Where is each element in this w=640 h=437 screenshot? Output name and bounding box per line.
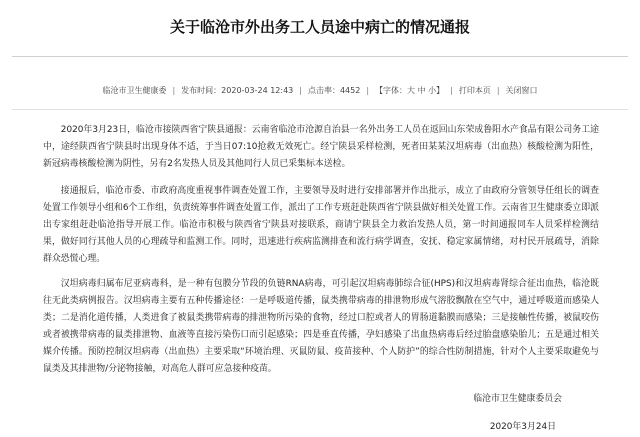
signature: 临沧市卫生健康委员会 xyxy=(473,394,562,404)
font-size-close: 】 xyxy=(436,86,445,95)
meta-published: 发布时间：2020-03-24 12:43 xyxy=(181,86,294,95)
close-window-link[interactable]: 关闭窗口 xyxy=(505,86,538,95)
meta-views: 点击率：4452 xyxy=(307,86,361,95)
font-size-label: 【字体： xyxy=(375,86,408,95)
title-divider xyxy=(12,56,628,57)
notice-date: 2020年3月24日 xyxy=(489,422,556,432)
page-title: 关于临沧市外出务工人员途中病亡的情况通报 xyxy=(169,18,470,36)
print-link[interactable]: 打印本页 xyxy=(458,86,491,95)
paragraph-hantavirus-info: 汉坦病毒归属布尼亚病毒科，是一种有包膜分节段的负链RNA病毒，可引起汉坦病毒肺综合征(HPS)和汉坦病毒肾综合征出血热，临沧既往无此类病例报告。汉坦病毒主要有五种传播途径：一是呼吸道传播，鼠类携带病毒的排泄物形成气溶胶飘散在空气中，通过呼吸道而感染人类；二是消化道传播，人类进食了被鼠类携带病毒的排泄物所污染的食物，经过口腔或者人的胃肠道黏膜而感染；三是接触性传播，被鼠咬伤或者被携带病毒的鼠类排泄物、血液等直接污染伤口而引起感染；四是垂直传播，孕妇感染了出血热病毒后经过胎盘感染胎儿；五是通过相关媒介传播。预防控制汉坦病毒（出血热）主要采取“环境治理、灭鼠防鼠、疫苗接种、个人防护”的综合性防制措施，针对个人主要采取避免与鼠类及其排泄物/分泌物接触，对高危人群可应急接种疫苗。 xyxy=(43,279,599,374)
font-large-link[interactable]: 大 xyxy=(407,86,416,95)
article-meta: 临沧市卫生健康委 | 发布时间：2020-03-24 12:43 | 点击率：4452 | 【字体：大 中 小】 | 打印本页 | 关闭窗口 xyxy=(102,86,538,95)
font-small-link[interactable]: 小 xyxy=(428,86,437,95)
meta-divider xyxy=(12,109,628,110)
font-medium-link[interactable]: 中 xyxy=(417,86,426,95)
paragraph-response: 接通报后，临沧市委、市政府高度重视事件调查处置工作，主要领导及时进行安排部署并作出批示，成立了由政府分管领导任组长的调查处置工作领导小组和6个工作组，负责统筹事件调查处置工作，派出了工作专班赶赴陕西省宁陕县做好相关处置工作。云南省卫生健康委立即派出专家组赶赴临沧指导开展工作。临沧市积极与陕西省宁陕县对接联系，商请宁陕县全力救治发热人员，第一时间通报同车人员采样检测结果，做好同行其他人员的心理疏导和监测工作。同时，迅速进行疾病监测排查和流行病学调查，安抚、稳定家属情绪，对村民开展疏导，消除群众恐慌心理。 xyxy=(43,186,599,264)
paragraph-incident: 2020年3月23日，临沧市接陕西省宁陕县通报：云南省临沧市沧源自治县一名外出务工人员在返回山东荣成鲁阳水产食品有限公司务工途中，途经陕西省宁陕县时出现身体不适，于当日07:10抢救无效死亡。经宁陕县采样检测，死者田某某汉坦病毒（出血热）核酸检测为阳性，新冠病毒核酸检测为阴性，另有2名发热人员及其他同行人员已采集标本送检。 xyxy=(43,125,599,169)
meta-source: 临沧市卫生健康委 xyxy=(102,86,167,95)
